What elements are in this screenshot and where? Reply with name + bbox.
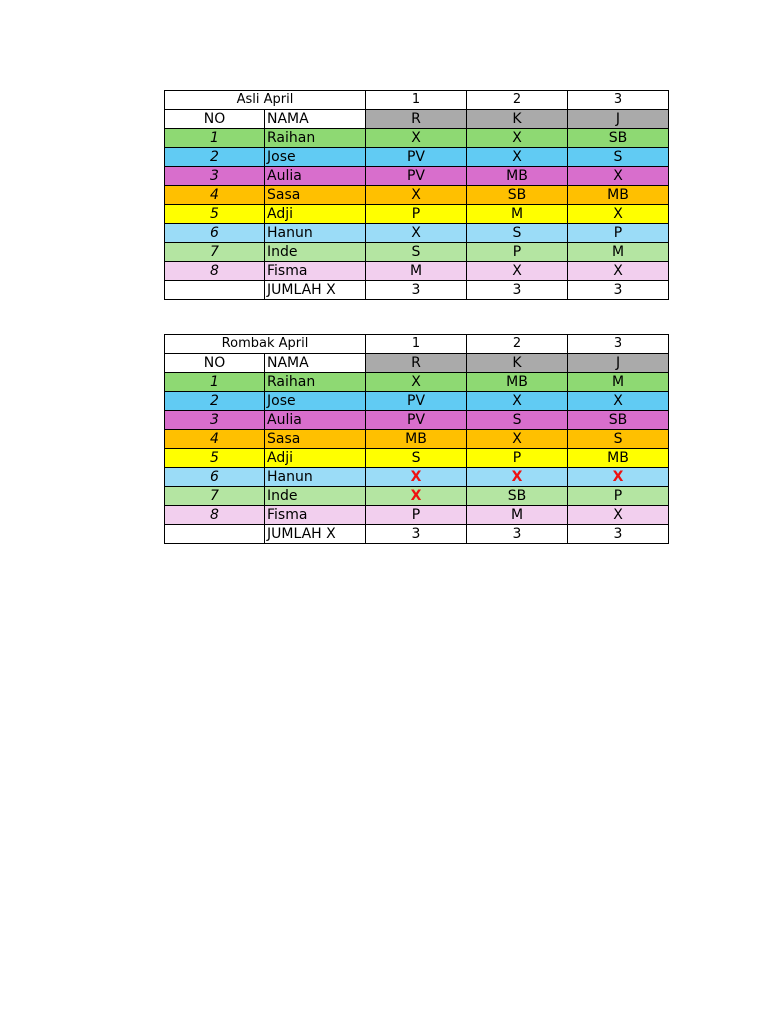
row-no[interactable]: 6 <box>165 468 265 487</box>
row-value-r[interactable]: PV <box>366 167 467 186</box>
header-col-j[interactable]: J <box>568 110 669 129</box>
row-no[interactable]: 6 <box>165 224 265 243</box>
row-value-r[interactable]: X <box>366 468 467 487</box>
total-row <box>165 281 669 300</box>
row-value-k[interactable]: M <box>467 506 568 525</box>
row-value-j[interactable]: S <box>568 430 669 449</box>
row-value-k[interactable]: X <box>467 129 568 148</box>
row-value-j[interactable]: X <box>568 506 669 525</box>
row-value-k[interactable]: SB <box>467 487 568 506</box>
row-nama[interactable]: Aulia <box>265 167 366 186</box>
row-nama[interactable]: Raihan <box>265 373 366 392</box>
header-col-r[interactable]: R <box>366 354 467 373</box>
row-nama[interactable]: Fisma <box>265 506 366 525</box>
row-no[interactable]: 8 <box>165 506 265 525</box>
group-number-1[interactable]: 1 <box>366 91 467 110</box>
row-value-r[interactable]: X <box>366 373 467 392</box>
row-nama[interactable]: Adji <box>265 205 366 224</box>
row-nama[interactable]: Inde <box>265 243 366 262</box>
row-nama[interactable]: Aulia <box>265 411 366 430</box>
row-no[interactable]: 5 <box>165 449 265 468</box>
header-no[interactable]: NO <box>165 110 265 129</box>
total-value-k[interactable]: 3 <box>467 525 568 544</box>
row-value-k[interactable]: X <box>467 468 568 487</box>
row-no[interactable]: 1 <box>165 129 265 148</box>
header-no[interactable]: NO <box>165 354 265 373</box>
row-nama[interactable]: Fisma <box>265 262 366 281</box>
header-col-j[interactable]: J <box>568 354 669 373</box>
row-value-j[interactable]: M <box>568 243 669 262</box>
total-label[interactable]: JUMLAH X <box>265 281 366 300</box>
row-value-r[interactable]: MB <box>366 430 467 449</box>
row-no[interactable]: 7 <box>165 243 265 262</box>
total-no-empty[interactable] <box>165 281 265 300</box>
table-row <box>165 148 669 167</box>
row-value-j[interactable]: SB <box>568 411 669 430</box>
header-nama[interactable]: NAMA <box>265 110 366 129</box>
table-row <box>165 392 669 411</box>
row-no[interactable]: 3 <box>165 411 265 430</box>
total-value-r[interactable]: 3 <box>366 281 467 300</box>
table-row <box>165 468 669 487</box>
row-value-j[interactable]: M <box>568 373 669 392</box>
table-row <box>165 205 669 224</box>
row-value-r[interactable]: S <box>366 449 467 468</box>
row-value-k[interactable]: S <box>467 224 568 243</box>
header-col-k[interactable]: K <box>467 110 568 129</box>
row-no[interactable]: 8 <box>165 262 265 281</box>
header-nama[interactable]: NAMA <box>265 354 366 373</box>
header-row <box>165 110 669 129</box>
row-value-j[interactable]: S <box>568 148 669 167</box>
table-row <box>165 449 669 468</box>
table-row <box>165 167 669 186</box>
row-value-r[interactable]: PV <box>366 392 467 411</box>
header-row <box>165 354 669 373</box>
table-row <box>165 411 669 430</box>
group-number-3[interactable]: 3 <box>568 91 669 110</box>
table-rombak-april <box>164 334 669 544</box>
table-row <box>165 129 669 148</box>
total-row <box>165 525 669 544</box>
row-nama[interactable]: Inde <box>265 487 366 506</box>
row-value-r[interactable]: X <box>366 129 467 148</box>
row-nama[interactable]: Sasa <box>265 186 366 205</box>
row-value-j[interactable]: MB <box>568 449 669 468</box>
row-value-j[interactable]: X <box>568 262 669 281</box>
group-number-2[interactable]: 2 <box>467 91 568 110</box>
row-value-j[interactable]: X <box>568 205 669 224</box>
row-nama[interactable]: Hanun <box>265 224 366 243</box>
group-number-3[interactable]: 3 <box>568 335 669 354</box>
row-value-k[interactable]: X <box>467 262 568 281</box>
row-value-k[interactable]: SB <box>467 186 568 205</box>
total-no-empty[interactable] <box>165 525 265 544</box>
row-value-k[interactable]: X <box>467 430 568 449</box>
row-value-r[interactable]: PV <box>366 411 467 430</box>
table-row <box>165 487 669 506</box>
row-value-r[interactable]: P <box>366 506 467 525</box>
table-row <box>165 506 669 525</box>
table-row <box>165 262 669 281</box>
row-value-j[interactable]: X <box>568 468 669 487</box>
row-no[interactable]: 2 <box>165 148 265 167</box>
total-label[interactable]: JUMLAH X <box>265 525 366 544</box>
table-row <box>165 373 669 392</box>
table-title[interactable]: Asli April <box>165 91 366 110</box>
row-value-j[interactable]: P <box>568 487 669 506</box>
row-no[interactable]: 3 <box>165 167 265 186</box>
row-nama[interactable]: Raihan <box>265 129 366 148</box>
table-row <box>165 243 669 262</box>
table-row <box>165 224 669 243</box>
table-asli-april <box>164 90 669 300</box>
row-value-j[interactable]: P <box>568 224 669 243</box>
row-value-j[interactable]: MB <box>568 186 669 205</box>
title-row <box>165 335 669 354</box>
row-no[interactable]: 1 <box>165 373 265 392</box>
title-row <box>165 91 669 110</box>
row-no[interactable]: 5 <box>165 205 265 224</box>
row-value-j[interactable]: SB <box>568 129 669 148</box>
row-value-r[interactable]: X <box>366 487 467 506</box>
total-value-j[interactable]: 3 <box>568 281 669 300</box>
total-value-j[interactable]: 3 <box>568 525 669 544</box>
row-value-k[interactable]: S <box>467 411 568 430</box>
row-value-k[interactable]: P <box>467 449 568 468</box>
group-number-2[interactable]: 2 <box>467 335 568 354</box>
table-row <box>165 186 669 205</box>
row-value-r[interactable]: P <box>366 205 467 224</box>
table-row <box>165 430 669 449</box>
row-value-j[interactable]: X <box>568 392 669 411</box>
row-no[interactable]: 2 <box>165 392 265 411</box>
row-value-r[interactable]: S <box>366 243 467 262</box>
row-nama[interactable]: Adji <box>265 449 366 468</box>
row-nama[interactable]: Jose <box>265 392 366 411</box>
row-nama[interactable]: Sasa <box>265 430 366 449</box>
total-value-r[interactable]: 3 <box>366 525 467 544</box>
row-nama[interactable]: Hanun <box>265 468 366 487</box>
row-value-r[interactable]: X <box>366 224 467 243</box>
row-value-r[interactable]: PV <box>366 148 467 167</box>
row-value-r[interactable]: M <box>366 262 467 281</box>
row-value-j[interactable]: X <box>568 167 669 186</box>
row-value-k[interactable]: P <box>467 243 568 262</box>
row-value-k[interactable]: M <box>467 205 568 224</box>
row-no[interactable]: 4 <box>165 430 265 449</box>
row-value-k[interactable]: MB <box>467 373 568 392</box>
row-nama[interactable]: Jose <box>265 148 366 167</box>
header-col-k[interactable]: K <box>467 354 568 373</box>
row-no[interactable]: 4 <box>165 186 265 205</box>
table-title[interactable]: Rombak April <box>165 335 366 354</box>
group-number-1[interactable]: 1 <box>366 335 467 354</box>
row-value-k[interactable]: X <box>467 148 568 167</box>
header-col-r[interactable]: R <box>366 110 467 129</box>
row-value-r[interactable]: X <box>366 186 467 205</box>
row-value-k[interactable]: X <box>467 392 568 411</box>
row-no[interactable]: 7 <box>165 487 265 506</box>
total-value-k[interactable]: 3 <box>467 281 568 300</box>
row-value-k[interactable]: MB <box>467 167 568 186</box>
